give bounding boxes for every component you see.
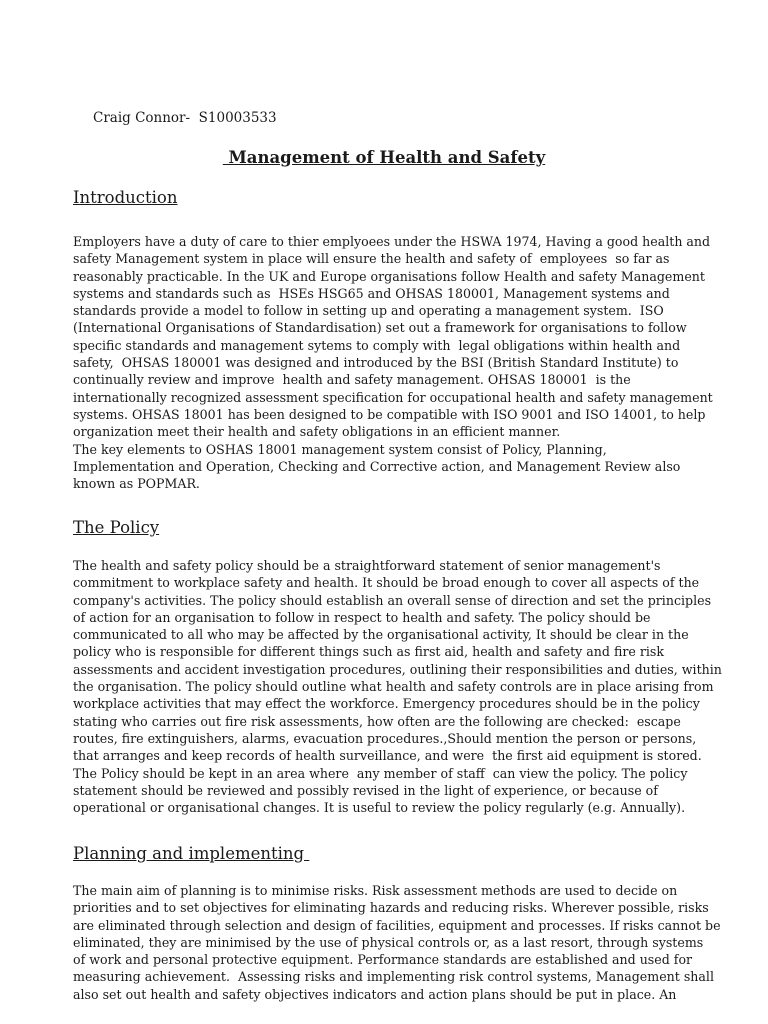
text-line: communicated to all who may be affected by the organisational activity, It should be clear in the: [73, 627, 689, 643]
text-line: of action for an organisation to follow in respect to health and safety. The policy should be: [73, 609, 651, 625]
text-line: systems and standards such as HSEs HSG65 and OHSAS 180001, Management systems and: [73, 285, 670, 301]
text-line: that arranges and keep records of health surveillance, and were the first aid equipment is stored.: [73, 748, 702, 764]
text-line: known as POPMAR.: [73, 476, 200, 492]
text-line: workplace activities that may effect the workforce. Emergency procedures should be in the policy: [73, 696, 700, 712]
text-line: company's activities. The policy should establish an overall sense of direction and set the principles: [73, 592, 712, 608]
text-line: of work and personal protective equipment. Performance standards are established and used for: [73, 952, 693, 968]
section-heading-introduction: Introduction: [73, 188, 178, 207]
text-line: the organisation. The policy should outline what health and safety controls are in place arising from: [73, 679, 714, 695]
text-line: safety Management system in place will ensure the health and safety of employees so far as: [73, 251, 670, 267]
section-heading-planning: Planning and implementing: [73, 844, 310, 863]
text-line: standards provide a model to follow in setting up and operating a management system. ISO: [73, 303, 664, 319]
text-line: priorities and to set objectives for eliminating hazards and reducing risks. Wherever possible, risks: [73, 900, 709, 916]
text-line: systems. OHSAS 18001 has been designed to be compatible with ISO 9001 and ISO 14001, to help: [73, 406, 706, 422]
text-line: eliminated, they are minimised by the use of physical controls or, as a last resort, through systems: [73, 934, 704, 950]
text-line: reasonably practicable. In the UK and Europe organisations follow Health and safety Management: [73, 268, 705, 284]
text-line: specific standards and management sytems to comply with legal obligations within health and: [73, 337, 681, 353]
document-title: Management of Health and Safety: [222, 148, 546, 167]
text-line: internationally recognized assessment specification for occupational health and safety management: [73, 389, 713, 405]
text-line: safety, OHSAS 180001 was designed and introduced by the BSI (British Standard Institute) to: [73, 355, 679, 371]
text-line: The main aim of planning is to minimise risks. Risk assessment methods are used to decide on: [73, 883, 678, 898]
text-line: assessments and accident investigation procedures, outlining their responsibilities and duties, within: [73, 661, 722, 677]
paragraph-introduction: [73, 233, 713, 492]
paragraph-planning: [73, 882, 721, 1003]
author-line: Craig Connor- S10003533: [93, 110, 277, 126]
text-line: Implementation and Operation, Checking and Corrective action, and Management Review also: [73, 458, 681, 474]
section-heading-policy: The Policy: [73, 518, 160, 537]
text-line: are eliminated through selection and design of facilities, equipment and processes. If risks cannot be: [73, 917, 721, 933]
paragraph-policy: [73, 557, 722, 816]
text-line: The health and safety policy should be a straightforward statement of senior management's: [73, 558, 661, 573]
text-line: measuring achievement. Assessing risks and implementing risk control systems, Management shall: [73, 969, 714, 985]
text-line: statement should be reviewed and possibly revised in the light of experience, or because of: [73, 782, 658, 798]
text-line: The Policy should be kept in an area where any member of staff can view the policy. The policy: [73, 765, 688, 781]
text-line: Employers have a duty of care to thier emplyoees under the HSWA 1974, Having a good health and: [73, 234, 711, 249]
text-line: stating who carries out fire risk assessments, how often are the following are checked: escape: [73, 713, 681, 729]
text-line: also set out health and safety objectives indicators and action plans should be put in place. An: [73, 986, 677, 1002]
text-line: operational or organisational changes. It is useful to review the policy regularly (e.g. Annually).: [73, 800, 686, 816]
text-line: routes, fire extinguishers, alarms, evacuation procedures.,Should mention the person or persons,: [73, 730, 697, 746]
text-line: policy who is responsible for different things such as first aid, health and safety and fire risk: [73, 644, 665, 660]
text-line: commitment to workplace safety and health. It should be broad enough to cover all aspects of the: [73, 575, 700, 591]
text-line: organization meet their health and safety obligations in an efficient manner.: [73, 424, 561, 440]
text-line: (International Organisations of Standardisation) set out a framework for organisations to follow: [73, 320, 687, 336]
text-line: The key elements to OSHAS 18001 management system consist of Policy, Planning,: [73, 441, 607, 457]
text-line: continually review and improve health and safety management. OHSAS 180001 is the: [73, 372, 631, 388]
